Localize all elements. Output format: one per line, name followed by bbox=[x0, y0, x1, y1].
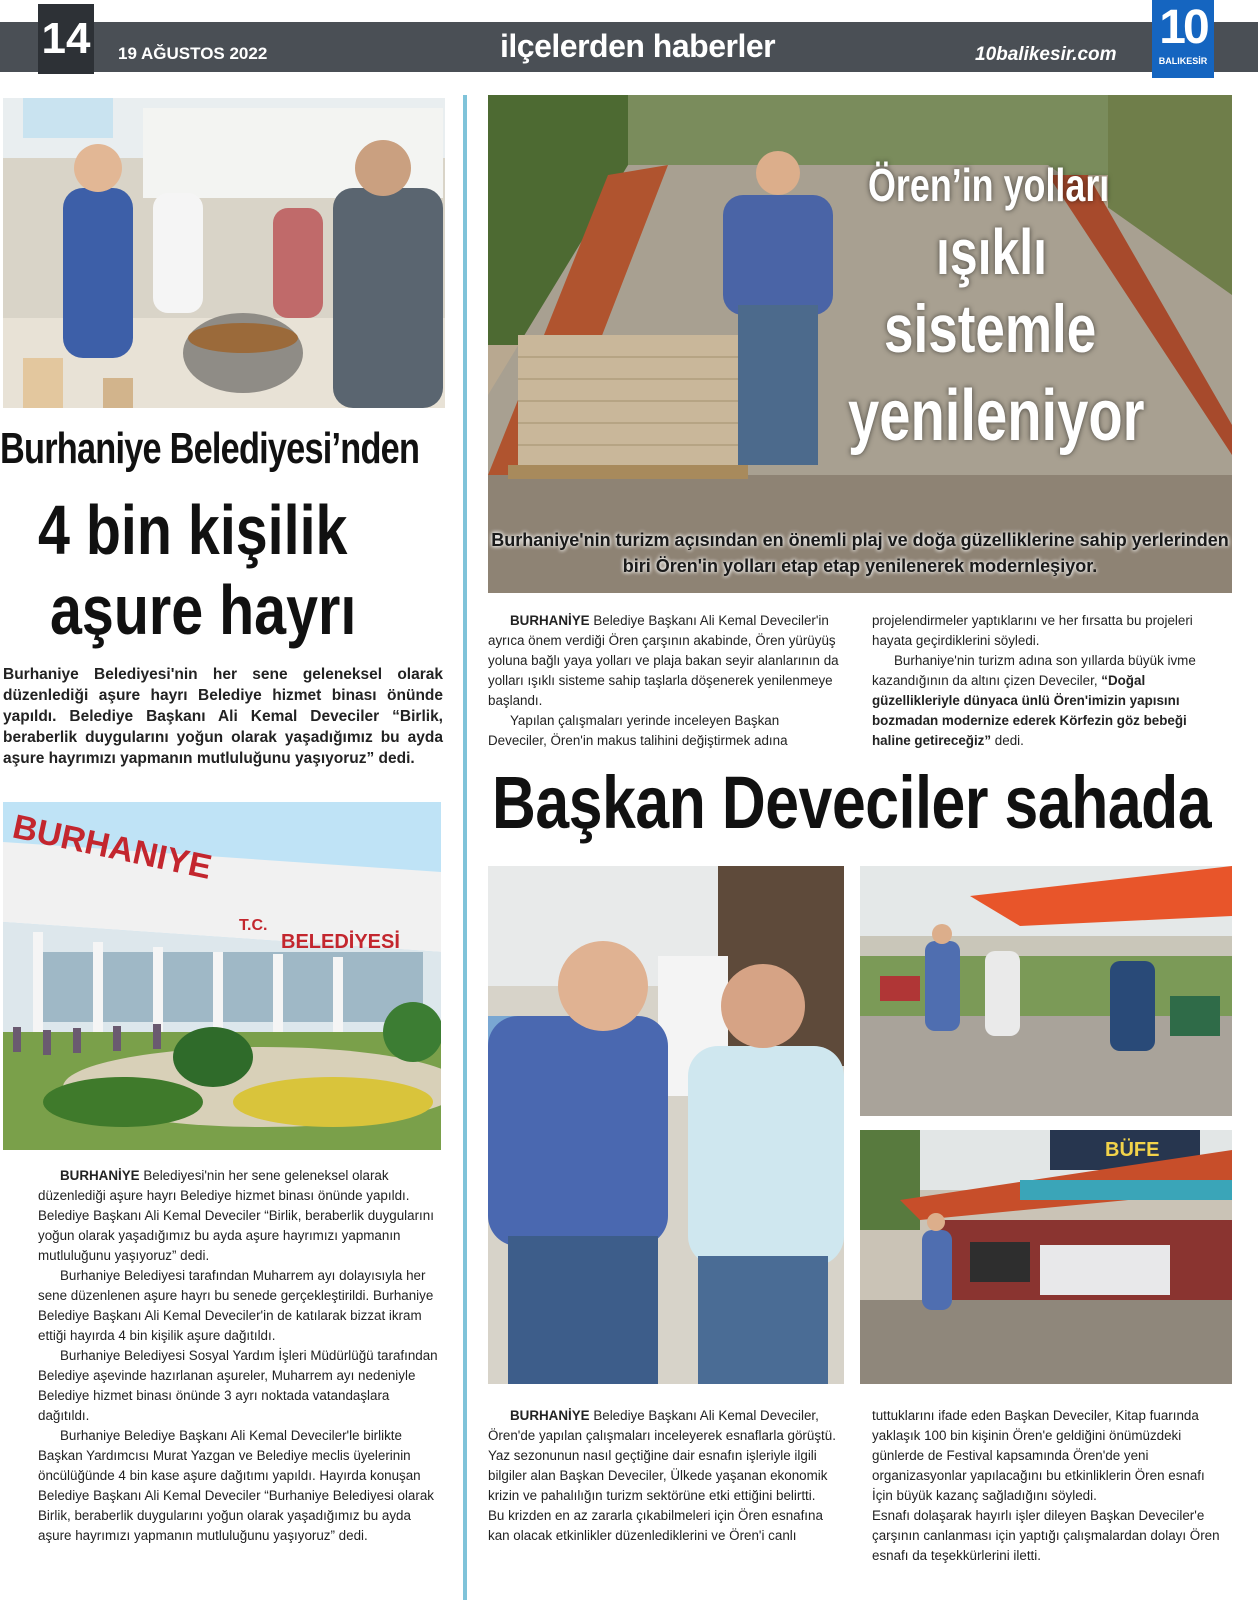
article3-p1: Belediye Başkanı Ali Kemal Deveciler, Ören'de yapılan çalışmaları inceleyerek esnaflarla görüştü. Yaz sezonunun nasıl geçtiğine dair esnafın işleriyle ilgili bilgiler alan Başkan Deveciler, Ülkede yaşanan ekonomik krizin ve pahalılığın turizm sektörüne etki ettiğini belirtti. bbox=[488, 1408, 836, 1503]
building-sign: BURHANIYE bbox=[9, 807, 215, 887]
article1-body-p2: Burhaniye Belediyesi tarafından Muharrem ayı dolayısıyla her sene düzenlenen aşure hayrı bu senede gerçekleştirildi. Burhaniye Belediye Başkanı Ali Kemal Deveciler'in de katılarak bizzat ikram ettiği hayırda 4 bin kişilik aşure dağıtıldı. bbox=[38, 1268, 434, 1343]
article3-p3: tuttuklarını ifade eden Başkan Deveciler, Kitap fuarında yaklaşık 100 bin kişinin Ören'e geldiğini önümüzdeki günlerde de Festival kapsamında Ören'de yeni organizasyonlar yapılacağını bu etkinliklerin Ören esnafı İçin büyük kazanç sağladığını söyledi. bbox=[872, 1408, 1205, 1503]
article2-p2: Yapılan çalışmaları yerinde inceleyen Başkan Deveciler, Ören'in makus talihini değiştirmek adına bbox=[488, 713, 788, 748]
article2-quote: “Doğal güzellikleriyle dünyaca ünlü Ören'imizin yapısını bozmadan modernize ederek Körfezin göz bebeği haline getireceğiz” bbox=[872, 673, 1187, 748]
article3-column1 bbox=[488, 1406, 842, 1546]
page-number: 14 bbox=[38, 4, 94, 74]
deveciler-talking-photo bbox=[488, 866, 844, 1384]
section-title: ilçelerden haberler bbox=[500, 28, 776, 64]
article2-photo-caption: Burhaniye'nin turizm açısından en önemli plaj ve doğa güzelliklerine sahip yerlerinden biri Ören'in yolları etap etap yenilenerek modernleşiyor. bbox=[491, 530, 1229, 576]
article3-column2 bbox=[872, 1406, 1226, 1566]
article2-p4-start: Burhaniye'nin turizm adına son yıllarda büyük ivme kazandığının da altını çizen Deveciler, bbox=[872, 653, 1196, 688]
article1-title-line1: 4 bin kişilik bbox=[38, 491, 348, 569]
asure-serving-photo bbox=[3, 98, 445, 408]
article3-title: Başkan Deveciler sahada bbox=[492, 761, 1212, 844]
article2-dateline: BURHANİYE bbox=[510, 613, 590, 628]
website-link[interactable]: 10balikesir.com bbox=[975, 44, 1117, 65]
article2-p3: projelendirmeler yaptıklarını ve her fırsatta bu projeleri hayata geçirdiklerini söyledi. bbox=[872, 613, 1193, 648]
article1-title-line2: aşure hayrı bbox=[50, 571, 357, 649]
article1-body-p4: Burhaniye Belediye Başkanı Ali Kemal Deveciler'le birlikte Başkan Yardımcısı Murat Yazgan ve Belediye meclis üyelerinin öncülüğünde 4 bin kase aşure dağıtımı yapıldı. Hayırda konuşan Belediye Başkanı Ali Kemal Deveciler “Burhaniye Belediyesi olarak Birlik, beraberlik duygularını yoğun olarak yaşadığımız bu ayda aşure hayrımızı yapmanın mutluluğunu yaşıyoruz” dedi. bbox=[38, 1428, 434, 1543]
logo-number: 10 bbox=[1159, 1, 1207, 54]
article2-column1 bbox=[488, 611, 840, 751]
article1-body bbox=[38, 1166, 438, 1546]
oren-road-photo bbox=[488, 95, 1232, 593]
article2-title-line2: ışıklı bbox=[936, 216, 1048, 288]
kiosk-sign: BÜFE bbox=[1105, 1139, 1160, 1161]
article1-lede: Burhaniye Belediyesi'nin her sene geleneksel olarak düzenlediği aşure hayrı Belediye hizmet binası önünde yapıldı. Belediye Başkanı Ali Kemal Deveciler “Birlik, beraberlik duygularını yoğun olarak yaşadığımız bu ayda aşure hayrımızı yapmanın mutluluğunu yaşıyoruz” dedi. bbox=[3, 666, 443, 767]
logo-city: BALIKESİR bbox=[1158, 56, 1208, 66]
article1-kicker: Burhaniye Belediyesi’nden bbox=[0, 424, 420, 473]
municipality-building-photo bbox=[3, 802, 441, 1150]
building-sign-tc: T.C. bbox=[239, 917, 268, 934]
article1-body-p1: Belediyesi'nin her sene geleneksel olarak düzenlediği aşure hayrı Belediye hizmet binası önünde yapıldı. Belediye Başkanı Ali Kemal Deveciler “Birlik, beraberlik duygularını yoğun olarak yaşadığımız bu ayda aşure hayrımızı yapmanın mutluluğunu yaşıyoruz” dedi. bbox=[38, 1168, 434, 1263]
column-divider bbox=[463, 95, 467, 1600]
article3-p2: Bu krizden en az zararla çıkabilmeleri için Ören esnafına kan olacak etkinlikler düzenlediklerini ve Ören'i canlı bbox=[488, 1508, 823, 1543]
oren-cafe-photo bbox=[860, 866, 1232, 1116]
article2-title-line1: Ören’in yolları bbox=[868, 159, 1110, 211]
issue-date: 19 AĞUSTOS 2022 bbox=[118, 44, 268, 63]
building-sign-belediye: BELEDİYESİ bbox=[281, 931, 400, 953]
article2-column2 bbox=[872, 611, 1226, 751]
article3-dateline: BURHANİYE bbox=[510, 1408, 590, 1423]
article2-p1: Belediye Başkanı Ali Kemal Deveciler'in ayrıca önem verdiği Ören çarşının akabinde, Ören yürüyüş yoluna bağlı yaya yolları ve plaja bakan seyir alanlarının da yolları ışıklı sisteme sahip taşlarla döşenerek yenilenmeye başlandı. bbox=[488, 613, 839, 708]
article1-body-dateline: BURHANİYE bbox=[60, 1168, 140, 1183]
article2-p4-end: dedi. bbox=[991, 733, 1024, 748]
article2-title-line4: yenileniyor bbox=[848, 376, 1145, 456]
oren-kiosk-photo bbox=[860, 1130, 1232, 1384]
article3-p4: Esnafı dolaşarak hayırlı işler dileyen Başkan Deveciler'e çarşının canlanması için yaptığı çalışmalardan dolayı Ören esnafı da teşekkürlerini iletti. bbox=[872, 1508, 1220, 1563]
article2-title-line3: sistemle bbox=[884, 291, 1097, 367]
newspaper-logo bbox=[1152, 0, 1214, 78]
article1-body-p3: Burhaniye Belediyesi Sosyal Yardım İşleri Müdürlüğü tarafından Belediye aşevinde hazırlanan aşureler, Muharrem ayı nedeniyle Belediye hizmet binası önünde 3 ayrı noktada vatandaşlara dağıtıldı. bbox=[38, 1348, 438, 1423]
